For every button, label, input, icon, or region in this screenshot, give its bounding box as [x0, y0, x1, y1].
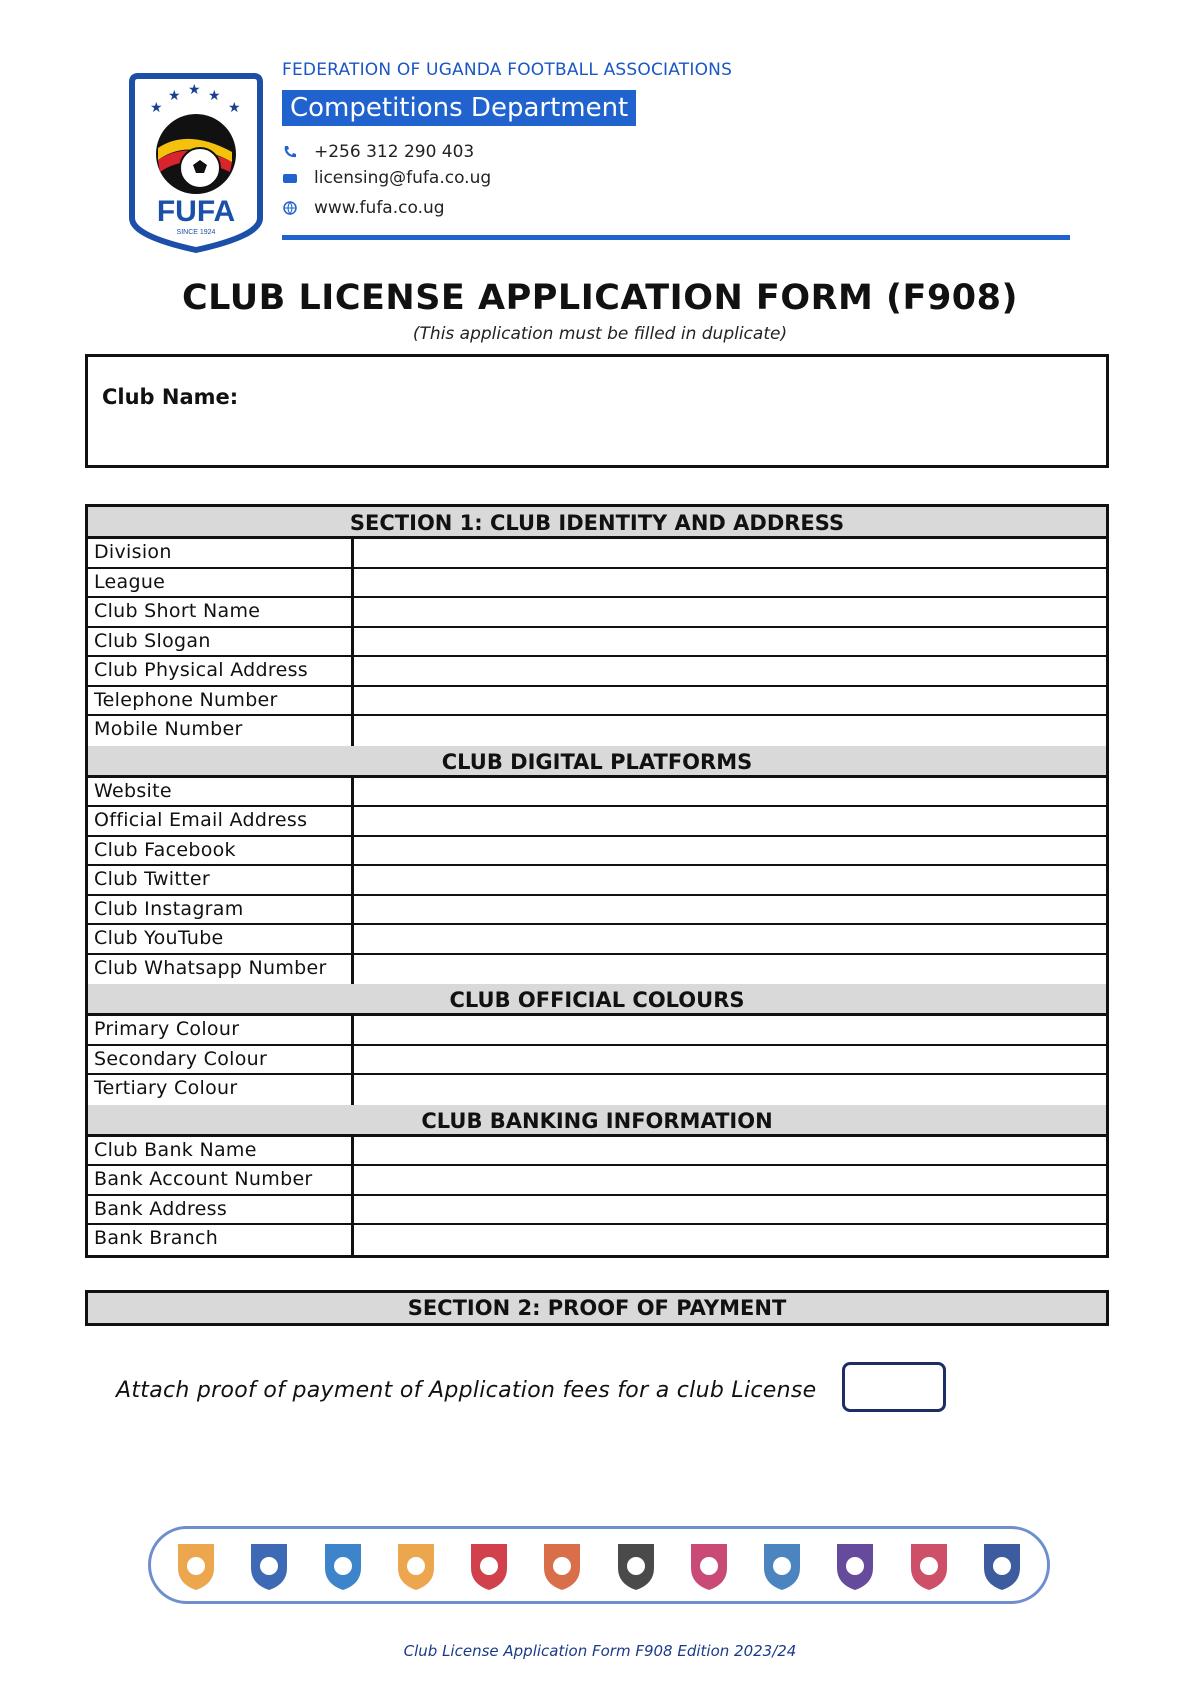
digital-platforms-title: CLUB DIGITAL PLATFORMS [88, 746, 1106, 778]
row-label: Club YouTube [88, 925, 354, 953]
digital-rows [88, 778, 1106, 985]
svg-text:★: ★ [188, 82, 201, 98]
row-label: Website [88, 778, 354, 806]
table-row [88, 628, 1106, 658]
row-label: Club Facebook [88, 837, 354, 865]
table-row [88, 716, 1106, 746]
row-input-cell[interactable] [354, 716, 1106, 746]
row-input-cell[interactable] [354, 539, 1106, 567]
section1-title: SECTION 1: CLUB IDENTITY AND ADDRESS [88, 507, 1106, 539]
svg-text:★: ★ [208, 88, 221, 104]
row-input-cell[interactable] [354, 1016, 1106, 1044]
table-row [88, 1137, 1106, 1167]
fufa-big-league-badge-icon [317, 1538, 369, 1594]
row-label: Tertiary Colour [88, 1075, 354, 1105]
website-url: www.fufa.co.ug [314, 198, 445, 218]
table-row [88, 1016, 1106, 1046]
email-address: licensing@fufa.co.ug [314, 168, 492, 188]
row-label: Bank Account Number [88, 1166, 354, 1194]
svg-text:SINCE 1924: SINCE 1924 [176, 229, 216, 236]
club-name-label: Club Name: [102, 385, 239, 409]
row-input-cell[interactable] [354, 569, 1106, 597]
table-row [88, 807, 1106, 837]
fufa-regional-league-badge-icon [390, 1538, 442, 1594]
row-label: Club Physical Address [88, 657, 354, 685]
row-input-cell[interactable] [354, 598, 1106, 626]
row-label: Club Whatsapp Number [88, 955, 354, 985]
row-input-cell[interactable] [354, 955, 1106, 985]
uganda-cup-badge-icon [170, 1538, 222, 1594]
row-input-cell[interactable] [354, 837, 1106, 865]
row-input-cell[interactable] [354, 807, 1106, 835]
form-title: CLUB LICENSE APPLICATION FORM (F908) [181, 278, 1019, 318]
row-label: League [88, 569, 354, 597]
fufa-logo [128, 68, 264, 254]
table-row [88, 866, 1106, 896]
row-input-cell[interactable] [354, 657, 1106, 685]
contact-email [282, 168, 491, 188]
table-row [88, 598, 1106, 628]
table-row [88, 687, 1106, 717]
row-label: Club Twitter [88, 866, 354, 894]
row-label: Club Slogan [88, 628, 354, 656]
form-subtitle: (This application must be filled in duplicate) [412, 324, 788, 344]
svg-text:★: ★ [168, 88, 181, 104]
official-colours-title: CLUB OFFICIAL COLOURS [88, 984, 1106, 1016]
fufa-juniors-league-badge-icon [903, 1538, 955, 1594]
table-row [88, 778, 1106, 808]
row-input-cell[interactable] [354, 778, 1106, 806]
uganda-premier-league-badge-icon [610, 1538, 662, 1594]
banking-info-title: CLUB BANKING INFORMATION [88, 1105, 1106, 1137]
row-input-cell[interactable] [354, 925, 1106, 953]
table-row [88, 569, 1106, 599]
department-banner: Competitions Department [282, 90, 636, 126]
globe-icon [282, 200, 298, 216]
phone-icon [282, 144, 298, 160]
pilsner-super8-badge-icon [463, 1538, 515, 1594]
row-label: Official Email Address [88, 807, 354, 835]
section2-title: SECTION 2: PROOF OF PAYMENT [85, 1290, 1109, 1326]
row-input-cell[interactable] [354, 1196, 1106, 1224]
footer-edition: Club License Application Form F908 Edition 2023/24 [403, 1642, 797, 1660]
trophy-badge-icon [829, 1538, 881, 1594]
table-row [88, 925, 1106, 955]
row-label: Club Short Name [88, 598, 354, 626]
logo-text: FUFA [156, 195, 236, 228]
proof-of-payment-checkbox[interactable] [842, 1362, 946, 1412]
fufa-women-elite-badge-icon [756, 1538, 808, 1594]
stanbic-uganda-cup-badge-icon [243, 1538, 295, 1594]
row-input-cell[interactable] [354, 896, 1106, 924]
table-row [88, 1166, 1106, 1196]
table-row [88, 1196, 1106, 1226]
table-row [88, 1075, 1106, 1105]
row-label: Division [88, 539, 354, 567]
row-label: Bank Address [88, 1196, 354, 1224]
row-input-cell[interactable] [354, 1166, 1106, 1194]
table-row [88, 896, 1106, 926]
table-row [88, 837, 1106, 867]
contact-website [282, 198, 445, 218]
row-label: Telephone Number [88, 687, 354, 715]
table-row [88, 955, 1106, 985]
women-league-badge-icon [683, 1538, 735, 1594]
row-input-cell[interactable] [354, 1137, 1106, 1165]
row-input-cell[interactable] [354, 1046, 1106, 1074]
identity-rows [88, 539, 1106, 746]
row-input-cell[interactable] [354, 687, 1106, 715]
svg-text:★: ★ [150, 100, 163, 116]
contact-phone [282, 142, 474, 162]
row-label: Bank Branch [88, 1225, 354, 1255]
row-label: Mobile Number [88, 716, 354, 746]
row-input-cell[interactable] [354, 1225, 1106, 1255]
table-row [88, 657, 1106, 687]
phone-number: +256 312 290 403 [314, 142, 475, 162]
row-label: Secondary Colour [88, 1046, 354, 1074]
organization-name: FEDERATION OF UGANDA FOOTBALL ASSOCIATIONS [282, 60, 733, 80]
svg-text:★: ★ [228, 100, 241, 116]
competition-badges [170, 1536, 1028, 1596]
row-input-cell[interactable] [354, 628, 1106, 656]
email-icon [282, 170, 298, 186]
fufa-drum-badge-icon [976, 1538, 1028, 1594]
fufa-juniors-badge-icon [536, 1538, 588, 1594]
club-name-field[interactable] [85, 354, 1109, 468]
row-label: Club Bank Name [88, 1137, 354, 1165]
attach-proof-text: Attach proof of payment of Application fees for a club License [116, 1378, 817, 1403]
row-label: Primary Colour [88, 1016, 354, 1044]
section1-table [85, 504, 1109, 1258]
banking-rows [88, 1137, 1106, 1255]
row-label: Club Instagram [88, 896, 354, 924]
row-input-cell[interactable] [354, 866, 1106, 894]
colours-rows [88, 1016, 1106, 1105]
table-row [88, 1046, 1106, 1076]
header-divider [282, 235, 1070, 240]
table-row [88, 1225, 1106, 1255]
row-input-cell[interactable] [354, 1075, 1106, 1105]
table-row [88, 539, 1106, 569]
